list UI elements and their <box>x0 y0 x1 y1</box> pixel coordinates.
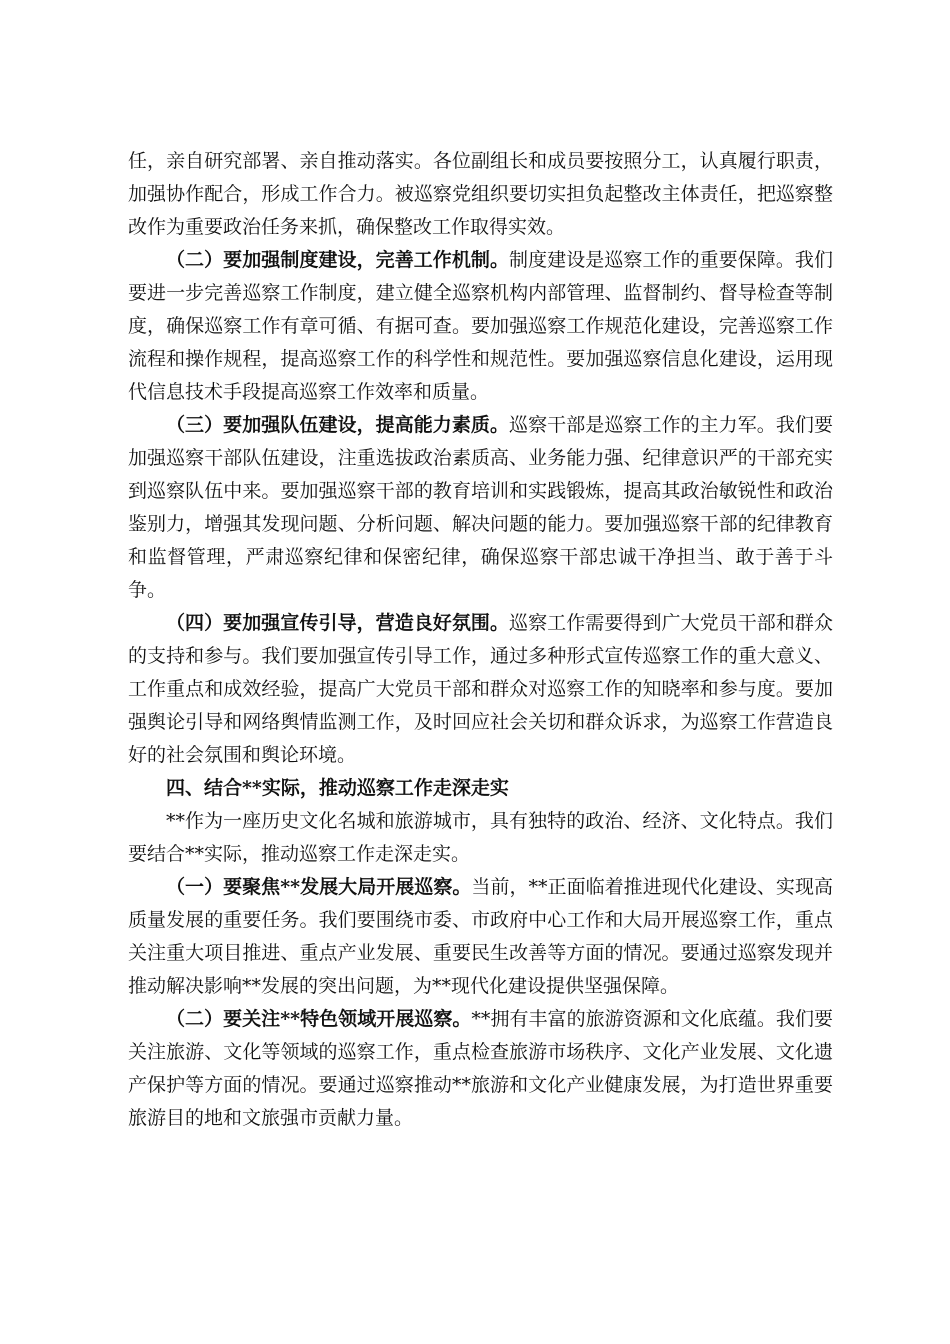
paragraph-text: 巡察干部是巡察工作的主力军。我们要加强巡察干部队伍建设，注重选拔政治素质高、业务能力强、纪律意识严的干部充实到巡察队伍中来。要加强巡察干部的教育培训和实践锻炼，提高其政治敏锐性和政治鉴别力，增强其发现问题、分析问题、解决问题的能力。要加强巡察干部的纪律教育和监督管理，严肃巡察纪律和保密纪律，确保巡察干部忠诚干净担当、敢于善于斗争。 <box>128 414 833 601</box>
paragraph-text: 当前，**正面临着推进现代化建设、实现高质量发展的重要任务。我们要围绕市委、市政府中心工作和大局开展巡察工作，重点关注重大项目推进、重点产业发展、重要民生改善等方面的情况。要通过巡察发现并推动解决影响**发展的突出问题，为**现代化建设提供坚强保障。 <box>128 876 833 997</box>
paragraph-heading: （三）要加强队伍建设，提高能力素质。 <box>166 414 510 436</box>
section-heading-text: 四、结合**实际，推动巡察工作走深走实 <box>166 777 509 799</box>
paragraph-heading: （二）要关注**特色领域开展巡察。 <box>166 1008 472 1030</box>
paragraph-institution-building <box>128 244 833 409</box>
paragraph-continuation <box>128 145 833 244</box>
paragraph-special-fields <box>128 1003 833 1135</box>
paragraph-publicity <box>128 607 833 772</box>
paragraph-intro <box>128 805 833 871</box>
paragraph-text: **拥有丰富的旅游资源和文化底蕴。我们要关注旅游、文化等领域的巡察工作，重点检查旅游市场秩序、文化产业发展、文化遗产保护等方面的情况。要通过巡察推动**旅游和文化产业健康发展，为打造世界重要旅游目的地和文旅强市贡献力量。 <box>128 1008 833 1129</box>
section-heading <box>128 772 833 805</box>
paragraph-text: 巡察工作需要得到广大党员干部和群众的支持和参与。我们要加强宣传引导工作，通过多种形式宣传巡察工作的重大意义、工作重点和成效经验，提高广大党员干部和群众对巡察工作的知晓率和参与度。要加强舆论引导和网络舆情监测工作，及时回应社会关切和群众诉求，为巡察工作营造良好的社会氛围和舆论环境。 <box>128 612 833 766</box>
paragraph-heading: （二）要加强制度建设，完善工作机制。 <box>166 249 510 271</box>
paragraph-heading: （一）要聚焦**发展大局开展巡察。 <box>166 876 472 898</box>
paragraph-heading: （四）要加强宣传引导，营造良好氛围。 <box>166 612 510 634</box>
paragraph-text: 任，亲自研究部署、亲自推动落实。各位副组长和成员要按照分工，认真履行职责，加强协作配合，形成工作合力。被巡察党组织要切实担负起整改主体责任，把巡察整改作为重要政治任务来抓，确保整改工作取得实效。 <box>128 150 833 238</box>
paragraph-text: 制度建设是巡察工作的重要保障。我们要进一步完善巡察工作制度，建立健全巡察机构内部管理、监督制约、督导检查等制度，确保巡察工作有章可循、有据可查。要加强巡察工作规范化建设，完善巡察工作流程和操作规程，提高巡察工作的科学性和规范性。要加强巡察信息化建设，运用现代信息技术手段提高巡察工作效率和质量。 <box>128 249 833 403</box>
paragraph-development-focus <box>128 871 833 1003</box>
paragraph-text: **作为一座历史文化名城和旅游城市，具有独特的政治、经济、文化特点。我们要结合**实际，推动巡察工作走深走实。 <box>128 810 833 865</box>
document-page <box>128 145 833 1135</box>
paragraph-team-building <box>128 409 833 607</box>
